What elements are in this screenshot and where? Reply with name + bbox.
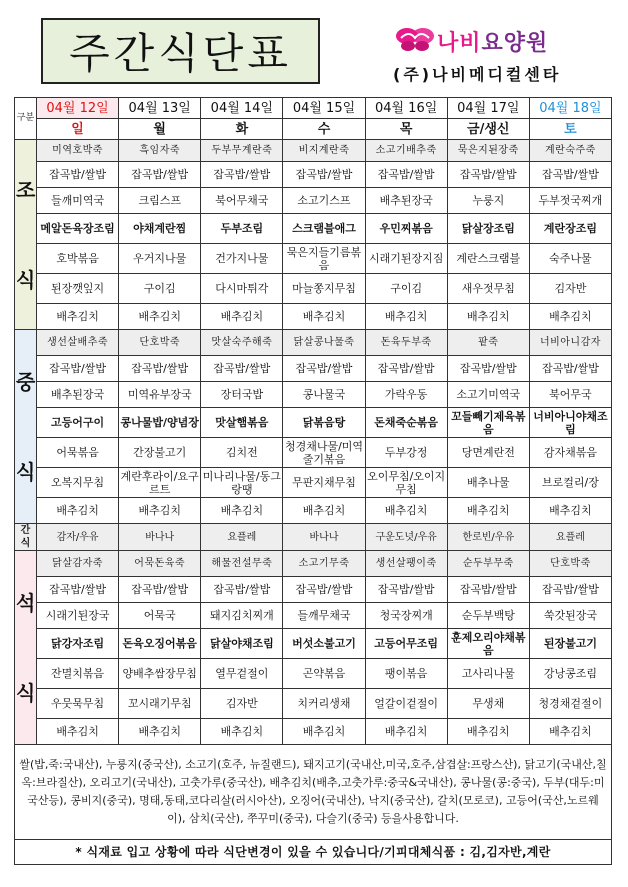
lunch-rice-item: 잡곡밥/쌀밥 (283, 356, 365, 382)
lunch-porridge-row (15, 330, 612, 356)
breakfast-main-item: 스크램블애그 (283, 214, 365, 244)
dinner-rice-row (15, 577, 612, 603)
lunch-soup-item: 배추된장국 (37, 382, 119, 408)
day-date: 04월 14일 (201, 98, 283, 119)
butterfly-logo-icon (395, 26, 435, 52)
lunch-side1-item: 당면계란전 (447, 438, 529, 468)
dinner-porridge-item: 생선살팽이죽 (365, 551, 447, 577)
day-date: 04월 18일 (529, 98, 611, 119)
breakfast-porridge-item: 흑임자죽 (119, 140, 201, 162)
dinner-main-item: 고등어무조림 (365, 629, 447, 659)
day-weekday: 목 (365, 119, 447, 140)
lunch-rice-row (15, 356, 612, 382)
day-date: 04월 16일 (365, 98, 447, 119)
dinner-main-item: 돈육오징어볶음 (119, 629, 201, 659)
breakfast-kimchi-item: 배추김치 (529, 304, 611, 330)
breakfast-rice-item: 잡곡밥/쌀밥 (201, 162, 283, 188)
breakfast-soup-item: 들깨미역국 (37, 188, 119, 214)
dinner-rice-item: 잡곡밥/쌀밥 (37, 577, 119, 603)
dinner-porridge-item: 어묵돈육죽 (119, 551, 201, 577)
breakfast-soup-item: 소고기스프 (283, 188, 365, 214)
dinner-kimchi-row (15, 719, 612, 745)
lunch-side1-row (15, 438, 612, 468)
breakfast-side2-item: 구이김 (119, 274, 201, 304)
breakfast-main-item: 계란장조림 (529, 214, 611, 244)
breakfast-side1-item: 건가지나물 (201, 244, 283, 274)
dinner-porridge-item: 순두부무죽 (447, 551, 529, 577)
breakfast-side2-item: 구이김 (365, 274, 447, 304)
lunch-rice-item: 잡곡밥/쌀밥 (529, 356, 611, 382)
breakfast-soup-item: 북어무채국 (201, 188, 283, 214)
dinner-soup-item: 돼지김치찌개 (201, 603, 283, 629)
logo-name: 나비요양원 (437, 31, 549, 56)
lunch-side2-item: 오이무침/오이지무침 (365, 468, 447, 498)
dinner-porridge-item: 소고기무죽 (283, 551, 365, 577)
breakfast-kimchi-item: 배추김치 (447, 304, 529, 330)
notice-row (15, 840, 612, 865)
breakfast-porridge-item: 소고기배추죽 (365, 140, 447, 162)
origin-row (15, 745, 612, 840)
dinner-kimchi-item: 배추김치 (365, 719, 447, 745)
dinner-rice-item: 잡곡밥/쌀밥 (447, 577, 529, 603)
lunch-soup-item: 북어무국 (529, 382, 611, 408)
breakfast-soup-item: 누룽지 (447, 188, 529, 214)
day-date: 04월 12일 (37, 98, 119, 119)
day-weekday: 월 (119, 119, 201, 140)
breakfast-rice-item: 잡곡밥/쌀밥 (37, 162, 119, 188)
dinner-rice-item: 잡곡밥/쌀밥 (529, 577, 611, 603)
lunch-rice-item: 잡곡밥/쌀밥 (119, 356, 201, 382)
date-row (15, 98, 612, 119)
dinner-soup-item: 순두부백탕 (447, 603, 529, 629)
dinner-side2-item: 청경채겉절이 (529, 689, 611, 719)
dinner-main-item: 훈제오리야채볶음 (447, 629, 529, 659)
day-date: 04월 13일 (119, 98, 201, 119)
lunch-kimchi-item: 배추김치 (283, 498, 365, 524)
lunch-kimchi-row (15, 498, 612, 524)
weekday-row (15, 119, 612, 140)
lunch-kimchi-item: 배추김치 (201, 498, 283, 524)
lunch-side2-item: 오복지무침 (37, 468, 119, 498)
lunch-side2-item: 계란후라이/요구르트 (119, 468, 201, 498)
lunch-porridge-item: 닭살콩나물죽 (283, 330, 365, 356)
dinner-side1-item: 잔멸치볶음 (37, 659, 119, 689)
breakfast-rice-row (15, 162, 612, 188)
lunch-porridge-item: 돈육두부죽 (365, 330, 447, 356)
breakfast-rice-item: 잡곡밥/쌀밥 (447, 162, 529, 188)
snack-item: 요플레 (529, 524, 611, 551)
lunch-side2-row (15, 468, 612, 498)
breakfast-porridge-item: 미역호박죽 (37, 140, 119, 162)
lunch-kimchi-item: 배추김치 (37, 498, 119, 524)
lunch-kimchi-item: 배추김치 (119, 498, 201, 524)
dinner-side2-item: 무생채 (447, 689, 529, 719)
breakfast-main-item: 닭살장조림 (447, 214, 529, 244)
lunch-soup-item: 미역유부장국 (119, 382, 201, 408)
breakfast-kimchi-item: 배추김치 (283, 304, 365, 330)
breakfast-soup-item: 배추된장국 (365, 188, 447, 214)
lunch-side2-item: 미나리나물/동그랑땡 (201, 468, 283, 498)
breakfast-label: 조 식 (15, 140, 37, 330)
dinner-porridge-item: 단호박죽 (529, 551, 611, 577)
lunch-porridge-item: 단호박죽 (119, 330, 201, 356)
lunch-side1-item: 청경채나물/미역줄기볶음 (283, 438, 365, 468)
lunch-label: 중 식 (15, 330, 37, 524)
lunch-soup-row (15, 382, 612, 408)
lunch-porridge-item: 팥죽 (447, 330, 529, 356)
breakfast-side1-item: 우거지나물 (119, 244, 201, 274)
lunch-soup-item: 가락우동 (365, 382, 447, 408)
breakfast-rice-item: 잡곡밥/쌀밥 (119, 162, 201, 188)
day-date: 04월 17일 (447, 98, 529, 119)
breakfast-kimchi-row (15, 304, 612, 330)
dinner-soup-item: 청국장찌개 (365, 603, 447, 629)
lunch-soup-item: 소고기미역국 (447, 382, 529, 408)
lunch-porridge-item: 너비아니감자 (529, 330, 611, 356)
day-weekday: 화 (201, 119, 283, 140)
breakfast-soup-row (15, 188, 612, 214)
lunch-main-item: 꼬들빼기제육볶음 (447, 408, 529, 438)
lunch-side1-item: 감자채볶음 (529, 438, 611, 468)
day-date: 04월 15일 (283, 98, 365, 119)
lunch-side1-item: 두부강정 (365, 438, 447, 468)
dinner-main-item: 닭강자조림 (37, 629, 119, 659)
lunch-main-item: 너비아니야채조림 (529, 408, 611, 438)
dinner-side2-item: 얼갈이겉절이 (365, 689, 447, 719)
breakfast-side2-row (15, 274, 612, 304)
lunch-rice-item: 잡곡밥/쌀밥 (365, 356, 447, 382)
breakfast-main-item: 두부조림 (201, 214, 283, 244)
weekly-menu-table (14, 97, 612, 865)
lunch-side2-item: 무판지채무침 (283, 468, 365, 498)
lunch-main-row (15, 408, 612, 438)
lunch-side2-item: 브로컬리/장 (529, 468, 611, 498)
lunch-main-item: 닭볶음탕 (283, 408, 365, 438)
dinner-kimchi-item: 배추김치 (447, 719, 529, 745)
dinner-side1-item: 양배추쌈장무침 (119, 659, 201, 689)
lunch-side2-item: 배추나물 (447, 468, 529, 498)
dinner-main-item: 닭살야채조림 (201, 629, 283, 659)
lunch-main-item: 맛살햄볶음 (201, 408, 283, 438)
menu-notice: * 식재료 입고 상황에 따라 식단변경이 있을 수 있습니다/기피대체식품 : 김,김자반,계란 (15, 840, 612, 865)
breakfast-rice-item: 잡곡밥/쌀밥 (529, 162, 611, 188)
dinner-porridge-item: 해물전설무죽 (201, 551, 283, 577)
lunch-porridge-item: 맛살숙주해죽 (201, 330, 283, 356)
snack-item: 한로빈/우유 (447, 524, 529, 551)
dinner-porridge-item: 닭살감자죽 (37, 551, 119, 577)
dinner-kimchi-item: 배추김치 (37, 719, 119, 745)
breakfast-porridge-row (15, 140, 612, 162)
snack-item: 바나나 (119, 524, 201, 551)
logo (393, 24, 613, 88)
dinner-side1-item: 곤약볶음 (283, 659, 365, 689)
breakfast-rice-item: 잡곡밥/쌀밥 (283, 162, 365, 188)
breakfast-side2-item: 다시마튀각 (201, 274, 283, 304)
lunch-kimchi-item: 배추김치 (447, 498, 529, 524)
dinner-kimchi-item: 배추김치 (119, 719, 201, 745)
lunch-soup-item: 장터국밥 (201, 382, 283, 408)
breakfast-porridge-item: 두부무계란죽 (201, 140, 283, 162)
breakfast-main-item: 메알돈육장조림 (37, 214, 119, 244)
breakfast-rice-item: 잡곡밥/쌀밥 (365, 162, 447, 188)
dinner-side2-item: 김자반 (201, 689, 283, 719)
breakfast-porridge-item: 비지계란죽 (283, 140, 365, 162)
lunch-main-item: 고등어구이 (37, 408, 119, 438)
dinner-side1-item: 열무겉절이 (201, 659, 283, 689)
day-weekday: 금/생신 (447, 119, 529, 140)
breakfast-side2-item: 된장깻잎지 (37, 274, 119, 304)
dinner-soup-item: 시래기된장국 (37, 603, 119, 629)
breakfast-side1-item: 계란스크램블 (447, 244, 529, 274)
breakfast-porridge-item: 계란숙주죽 (529, 140, 611, 162)
logo-subtitle: (주)나비메디컬센타 (393, 65, 562, 84)
lunch-kimchi-item: 배추김치 (365, 498, 447, 524)
breakfast-soup-item: 크림스프 (119, 188, 201, 214)
dinner-side1-item: 강낭콩조림 (529, 659, 611, 689)
dinner-side2-row (15, 689, 612, 719)
origin-info: 쌀(밥,죽:국내산), 누룽지(중국산), 소고기(호주, 뉴질랜드), 돼지고기(국내산,미국,호주,삼겹살:프랑스산), 닭고기(국내산,칠옥:브라질산), 오리고기(국내산), 고춧가루(중국산), 배추김치(배추,고춧가루:중국&국내산), 콩나물(콩:중국), 두부(대두:미국산등), 콩비지(중국), 명태,동태,코다리살(러시아산), 오징어(국내산), 낙지(중국산), 갈치(모로코), 고등어(국산,노르웨이), 삼치(국산), 쭈꾸미(중국), 다슬기(중국) 등을사용합니다. (15, 745, 612, 840)
dinner-soup-item: 쑥갓된장국 (529, 603, 611, 629)
day-weekday: 토 (529, 119, 611, 140)
breakfast-side2-item: 김자반 (529, 274, 611, 304)
snack-row (15, 524, 612, 551)
breakfast-side1-row (15, 244, 612, 274)
snack-item: 바나나 (283, 524, 365, 551)
breakfast-porridge-item: 묵은지된장죽 (447, 140, 529, 162)
dinner-main-item: 버섯소불고기 (283, 629, 365, 659)
breakfast-side1-item: 호박볶음 (37, 244, 119, 274)
dinner-side1-item: 고사리나물 (447, 659, 529, 689)
breakfast-kimchi-item: 배추김치 (365, 304, 447, 330)
lunch-side1-item: 어묵볶음 (37, 438, 119, 468)
breakfast-side1-item: 시래기된장지짐 (365, 244, 447, 274)
dinner-main-item: 된장불고기 (529, 629, 611, 659)
lunch-kimchi-item: 배추김치 (529, 498, 611, 524)
dinner-kimchi-item: 배추김치 (283, 719, 365, 745)
dinner-rice-item: 잡곡밥/쌀밥 (201, 577, 283, 603)
dinner-label: 석 식 (15, 551, 37, 745)
day-weekday: 수 (283, 119, 365, 140)
breakfast-side2-item: 새우젓무침 (447, 274, 529, 304)
dinner-soup-row (15, 603, 612, 629)
breakfast-side1-item: 묵은지들기름볶음 (283, 244, 365, 274)
dinner-kimchi-item: 배추김치 (529, 719, 611, 745)
lunch-main-item: 돈채죽순볶음 (365, 408, 447, 438)
snack-item: 요플레 (201, 524, 283, 551)
breakfast-main-row (15, 214, 612, 244)
lunch-main-item: 콩나물밥/양념장 (119, 408, 201, 438)
lunch-rice-item: 잡곡밥/쌀밥 (201, 356, 283, 382)
breakfast-kimchi-item: 배추김치 (201, 304, 283, 330)
dinner-porridge-row (15, 551, 612, 577)
breakfast-kimchi-item: 배추김치 (119, 304, 201, 330)
dinner-side1-item: 팽이볶음 (365, 659, 447, 689)
dinner-rice-item: 잡곡밥/쌀밥 (119, 577, 201, 603)
snack-label: 간식 (15, 524, 37, 551)
day-weekday: 일 (37, 119, 119, 140)
breakfast-soup-item: 두부젓국찌개 (529, 188, 611, 214)
dinner-side2-item: 우뭇묵무침 (37, 689, 119, 719)
page-title: 주간식단표 (41, 18, 320, 84)
lunch-side1-item: 간장불고기 (119, 438, 201, 468)
lunch-rice-item: 잡곡밥/쌀밥 (447, 356, 529, 382)
snack-item: 감자/우유 (37, 524, 119, 551)
lunch-porridge-item: 생선살배추죽 (37, 330, 119, 356)
dinner-side1-row (15, 659, 612, 689)
snack-item: 구운도넛/우유 (365, 524, 447, 551)
breakfast-main-item: 우민찌볶음 (365, 214, 447, 244)
dinner-rice-item: 잡곡밥/쌀밥 (365, 577, 447, 603)
dinner-soup-item: 들깨무채국 (283, 603, 365, 629)
dinner-soup-item: 어묵국 (119, 603, 201, 629)
dinner-side2-item: 꼬시래기무침 (119, 689, 201, 719)
lunch-side1-item: 김치전 (201, 438, 283, 468)
dinner-main-row (15, 629, 612, 659)
header-label: 구분 (15, 98, 37, 140)
dinner-kimchi-item: 배추김치 (201, 719, 283, 745)
breakfast-kimchi-item: 배추김치 (37, 304, 119, 330)
lunch-rice-item: 잡곡밥/쌀밥 (37, 356, 119, 382)
breakfast-main-item: 야채계란찜 (119, 214, 201, 244)
dinner-side2-item: 치커리생채 (283, 689, 365, 719)
breakfast-side1-item: 숙주나물 (529, 244, 611, 274)
lunch-soup-item: 콩나물국 (283, 382, 365, 408)
breakfast-side2-item: 마늘쫑지무침 (283, 274, 365, 304)
dinner-rice-item: 잡곡밥/쌀밥 (283, 577, 365, 603)
